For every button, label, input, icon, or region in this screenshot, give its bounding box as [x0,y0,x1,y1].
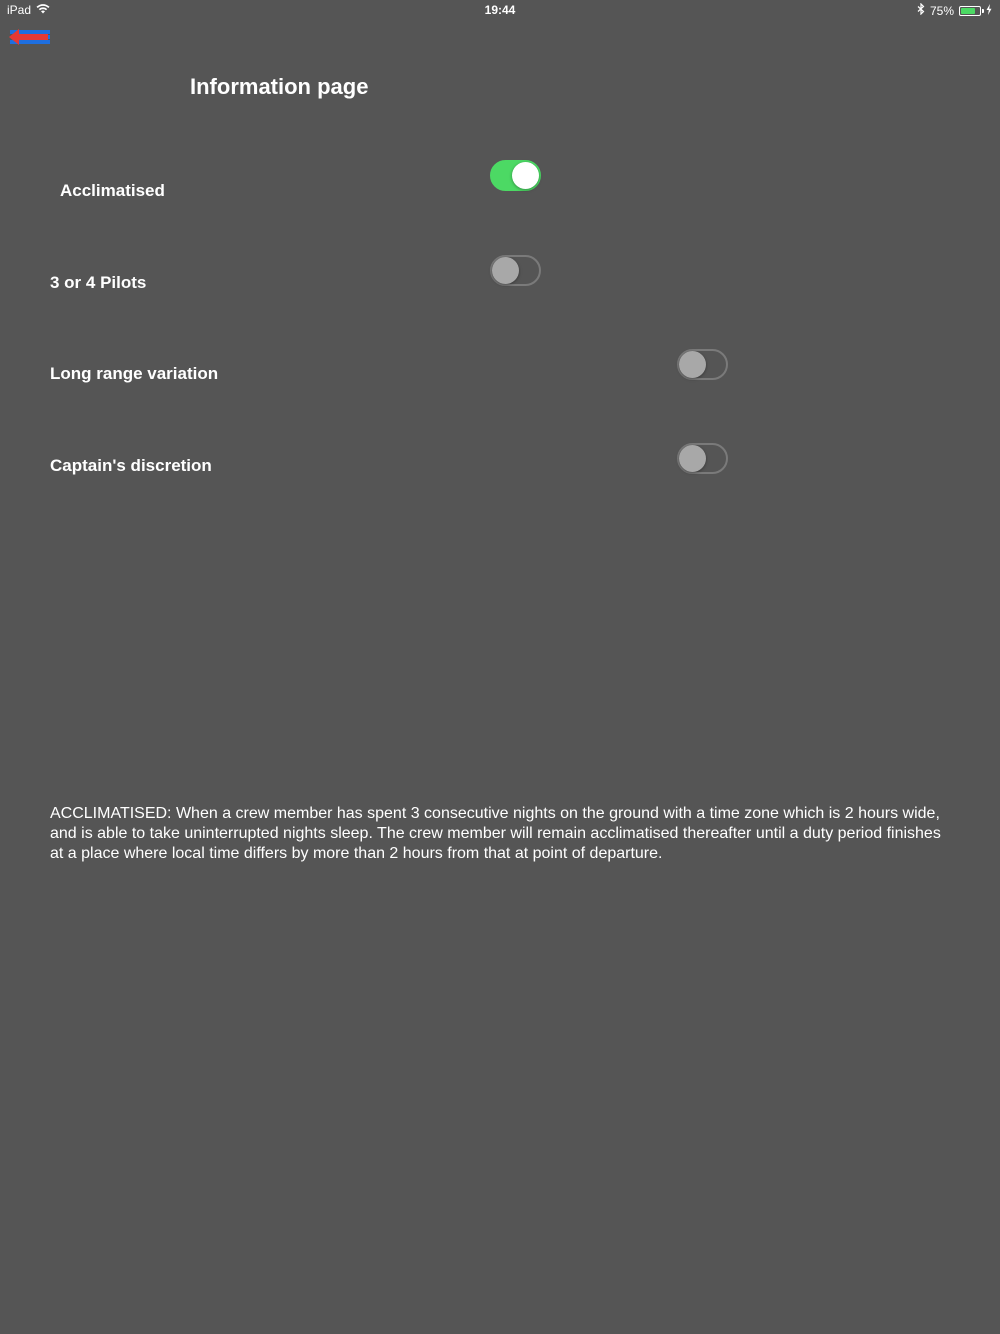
charging-bolt-icon [986,4,992,18]
toggle-knob [679,351,706,378]
setting-label-pilots: 3 or 4 Pilots [50,273,147,292]
back-button[interactable] [8,28,52,48]
battery-icon [959,6,981,16]
acclimatised-toggle[interactable] [490,160,541,191]
status-right [917,3,992,18]
status-bar [0,0,1000,22]
battery-level [961,8,975,14]
back-arrow-icon [8,28,52,48]
pilots-toggle[interactable] [490,255,541,286]
battery-percent: 75% [929,3,954,18]
setting-label-acclimatised: Acclimatised [60,181,165,200]
setting-label-long-range-variation: Long range variation [50,364,219,383]
captains-discretion-toggle[interactable] [677,443,728,474]
toggle-knob [512,162,539,189]
info-description: ACCLIMATISED: When a crew member has spent 3 consecutive nights on the ground with a time zone which is 2 hours wide, and is able to take uninterrupted nights sleep. The crew member will remain acclimatised thereafter until a duty period finishes at a place where local time differs by more than 2 hours from that at point of departure. [50,805,941,862]
device-name: iPad [7,3,32,17]
status-time: 19:44 [484,3,516,17]
battery-tip [982,9,984,13]
bluetooth-icon [917,3,925,18]
setting-label-captains-discretion: Captain's discretion [50,456,212,475]
toggle-knob [679,445,706,472]
page-title: Information page [190,74,369,99]
long-range-variation-toggle[interactable] [677,349,728,380]
toggle-knob [492,257,519,284]
